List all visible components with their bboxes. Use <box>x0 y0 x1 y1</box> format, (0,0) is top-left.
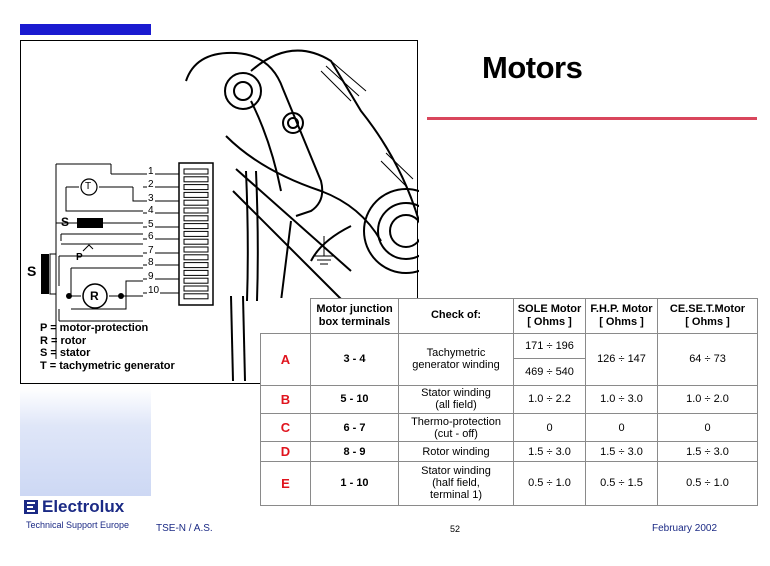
table-row <box>261 461 758 505</box>
terminal-pin <box>184 278 208 283</box>
table-row <box>261 386 758 414</box>
row-terminals: 3 - 4 <box>311 333 399 385</box>
row-letter: E <box>261 461 311 505</box>
brand-logo <box>24 497 124 517</box>
terminal-pin <box>184 216 208 221</box>
protection-label: P <box>76 252 83 263</box>
blank-header-cell <box>261 299 311 334</box>
terminal-pin <box>184 255 208 260</box>
row-sole: 1.0 ÷ 2.2 <box>514 386 586 414</box>
row-sole: 1.5 ÷ 3.0 <box>514 442 586 461</box>
row-fhp: 126 ÷ 147 <box>586 333 658 385</box>
row-check: Stator winding (all field) <box>399 386 514 414</box>
terminal-pin <box>184 192 208 197</box>
terminal-pin <box>184 177 208 182</box>
row-letter: A <box>261 333 311 385</box>
slide-title: Motors <box>482 50 583 85</box>
terminal-pin <box>184 208 208 213</box>
row-letter: C <box>261 413 311 442</box>
diagram-legend <box>40 322 175 372</box>
table-row <box>261 413 758 442</box>
terminal-pin <box>184 169 208 174</box>
row-ceset: 0.5 ÷ 1.0 <box>658 461 758 505</box>
electrolux-logo-icon <box>24 500 38 514</box>
header-terminals: Motor junction box terminals <box>311 299 399 334</box>
terminal-label: 6 <box>148 231 154 242</box>
row-ceset: 1.5 ÷ 3.0 <box>658 442 758 461</box>
row-fhp: 1.0 ÷ 3.0 <box>586 386 658 414</box>
row-terminals: 6 - 7 <box>311 413 399 442</box>
tacho-symbol-label: T <box>85 181 92 192</box>
legend-item: T = tachymetric generator <box>40 359 175 372</box>
legend-item: S = stator <box>40 347 91 359</box>
header-ceset: CE.SE.T.Motor [ Ohms ] <box>658 299 758 334</box>
terminal-label: 10 <box>148 285 160 296</box>
row-sole: 171 ÷ 196 <box>514 333 586 359</box>
decorative-gradient-panel <box>20 388 151 496</box>
footer-date: February 2002 <box>652 523 718 534</box>
row-fhp: 1.5 ÷ 3.0 <box>586 442 658 461</box>
header-check: Check of: <box>399 299 514 334</box>
title-rule <box>427 117 757 120</box>
motor-resistance-table <box>260 298 758 506</box>
stator-small-label: S <box>61 215 70 229</box>
terminal-pin <box>184 224 208 229</box>
header-fhp: F.H.P. Motor [ Ohms ] <box>586 299 658 334</box>
page-number: 52 <box>450 524 461 534</box>
row-ceset: 64 ÷ 73 <box>658 333 758 385</box>
terminal-label: 9 <box>148 271 154 282</box>
row-sole: 469 ÷ 540 <box>514 359 586 386</box>
row-fhp: 0 <box>586 413 658 442</box>
legend-item: P = motor-protection <box>40 322 149 334</box>
row-check: Thermo-protection (cut - off) <box>399 413 514 442</box>
brand-name: Electrolux <box>42 497 125 516</box>
terminal-label: 4 <box>148 205 154 216</box>
terminal-pin <box>184 263 208 268</box>
terminal-pin <box>184 239 208 244</box>
terminal-pin <box>184 185 208 190</box>
terminal-pin <box>184 286 208 291</box>
terminal-label: 5 <box>148 219 154 230</box>
row-check: Tachymetric generator winding <box>399 333 514 385</box>
table-row <box>261 333 758 359</box>
terminal-label: 1 <box>148 166 154 177</box>
row-terminals: 8 - 9 <box>311 442 399 461</box>
terminal-pin <box>184 294 208 299</box>
row-fhp: 0.5 ÷ 1.5 <box>586 461 658 505</box>
terminal-label: 3 <box>148 193 154 204</box>
rotor-label: R <box>90 289 99 303</box>
table-row <box>261 442 758 461</box>
row-terminals: 1 - 10 <box>311 461 399 505</box>
header-sole: SOLE Motor [ Ohms ] <box>514 299 586 334</box>
terminal-pin <box>184 231 208 236</box>
row-check: Stator winding (half field, terminal 1) <box>399 461 514 505</box>
terminal-label: 2 <box>148 179 154 190</box>
stator-large-label: S <box>27 263 37 279</box>
row-ceset: 0 <box>658 413 758 442</box>
top-accent-bar <box>20 24 151 35</box>
row-terminals: 5 - 10 <box>311 386 399 414</box>
row-check: Rotor winding <box>399 442 514 461</box>
row-sole: 0.5 ÷ 1.0 <box>514 461 586 505</box>
row-ceset: 1.0 ÷ 2.0 <box>658 386 758 414</box>
terminal-pin <box>184 270 208 275</box>
row-letter: D <box>261 442 311 461</box>
table-header-row <box>261 299 758 334</box>
terminal-label: 8 <box>148 257 154 268</box>
legend-item: R = rotor <box>40 334 87 347</box>
footer-author: TSE-N / A.S. <box>156 523 213 534</box>
footer-department: Technical Support Europe <box>26 520 130 530</box>
terminal-pin <box>184 200 208 205</box>
row-letter: B <box>261 386 311 414</box>
terminal-pin <box>184 247 208 252</box>
row-sole: 0 <box>514 413 586 442</box>
terminal-label: 7 <box>148 245 154 256</box>
